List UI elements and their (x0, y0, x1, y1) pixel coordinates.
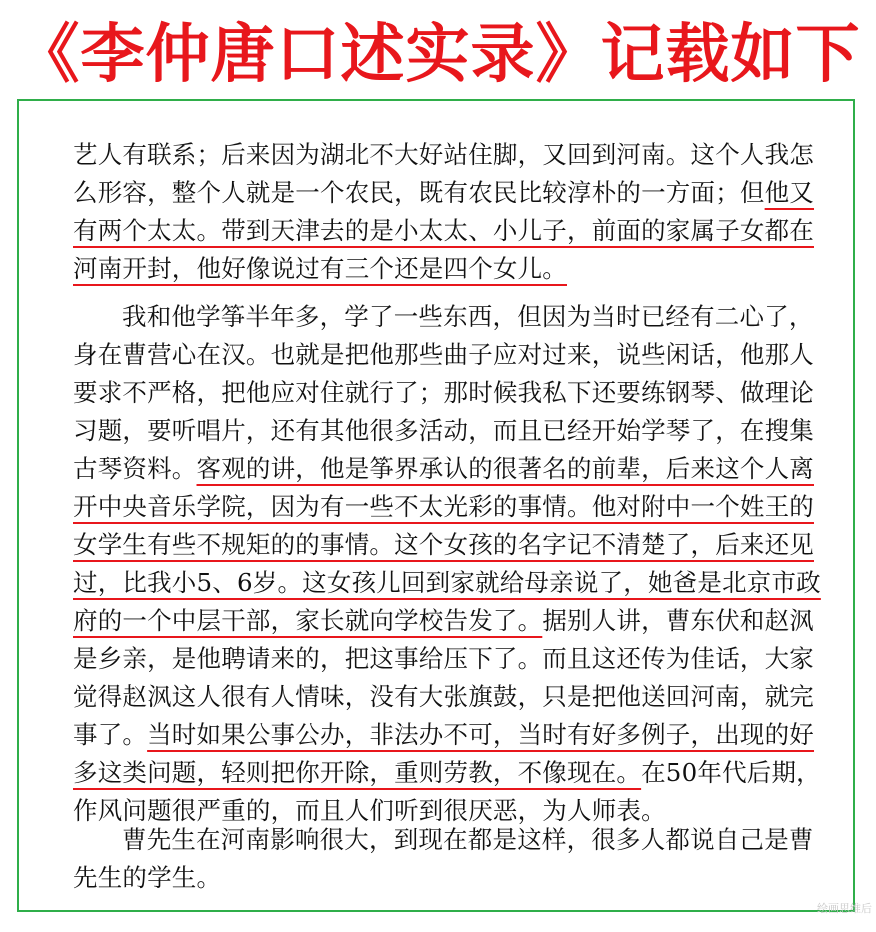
paragraph-1 (73, 136, 833, 288)
text-line (73, 250, 833, 288)
text-line (73, 374, 833, 412)
text-run: 我和他学筝半年多，学了一些东西，但因为当时已经有二心了， (122, 302, 814, 331)
text-run: 事了。 (73, 720, 148, 749)
highlighted-text: 过，比我小5、6岁。这女孩儿回到家就给母亲说了，她爸是北京市政 (73, 568, 821, 597)
text-line (73, 212, 833, 250)
text-run: 习题，要听唱片，还有其他很多活动，而且已经开始学琴了，在搜集 (73, 416, 814, 445)
text-line (73, 564, 833, 602)
highlighted-text: 客观的讲，他是筝界承认的很著名的前辈，后来这个人离 (196, 454, 814, 483)
text-line (73, 716, 833, 754)
watermark: 绘画思维后 (817, 902, 872, 915)
text-line (73, 298, 833, 336)
text-run: 么形容，整个人就是一个农民，既有农民比较淳朴的一方面；但 (73, 178, 765, 207)
page-title: 《李仲唐口述实录》记载如下 (15, 18, 861, 92)
text-line (73, 336, 833, 374)
text-line (73, 488, 833, 526)
text-line (73, 602, 833, 640)
text-line (73, 450, 833, 488)
paragraph-2 (73, 298, 833, 830)
highlighted-text: 多这类问题，轻则把你开除，重则劳教，不像现在。 (73, 758, 642, 787)
highlighted-text: 有两个太太。带到天津去的是小太太、小儿子，前面的家属子女都在 (73, 216, 814, 245)
text-line (73, 859, 833, 897)
text-run: 先生的学生。 (73, 863, 222, 892)
highlighted-text: 府的一个中层干部，家长就向学校告发了。 (73, 606, 543, 635)
text-line (73, 136, 833, 174)
highlighted-text: 当时如果公事公办，非法办不可，当时有好多例子，出现的好 (147, 720, 815, 749)
text-run: 要求不严格，把他应对住就行了；那时候我私下还要练钢琴、做理论 (73, 378, 814, 407)
text-line (73, 640, 833, 678)
paragraph-3 (73, 821, 833, 897)
text-run: 古琴资料。 (73, 454, 197, 483)
highlighted-text: 他又 (764, 178, 815, 207)
text-run: 身在曹营心在汉。也就是把他那些曲子应对过来，说些闲话，他那人 (73, 340, 814, 369)
text-line (73, 678, 833, 716)
text-line (73, 754, 833, 792)
highlighted-text: 河南开封，他好像说过有三个还是四个女儿。 (73, 254, 567, 283)
text-line (73, 821, 833, 859)
text-run: 艺人有联系；后来因为湖北不大好站住脚，又回到河南。这个人我怎 (73, 140, 814, 169)
text-line (73, 412, 833, 450)
text-run: 曹先生在河南影响很大，到现在都是这样，很多人都说自己是曹 (122, 825, 814, 854)
highlighted-text: 女学生有些不规矩的的事情。这个女孩的名字记不清楚了，后来还见 (73, 530, 814, 559)
text-run: 是乡亲，是他聘请来的，把这事给压下了。而且这还传为佳话，大家 (73, 644, 814, 673)
text-run: 在50年代后期， (641, 758, 821, 787)
text-run: 据别人讲，曹东伏和赵沨 (542, 606, 815, 635)
text-line (73, 526, 833, 564)
text-line (73, 174, 833, 212)
highlighted-text: 开中央音乐学院，因为有一些不太光彩的事情。他对附中一个姓王的 (73, 492, 814, 521)
text-run: 作风问题很严重的，而且人们听到很厌恶，为人师表。 (73, 796, 666, 825)
text-run: 觉得赵沨这人很有人情味，没有大张旗鼓，只是把他送回河南，就完 (73, 682, 814, 711)
